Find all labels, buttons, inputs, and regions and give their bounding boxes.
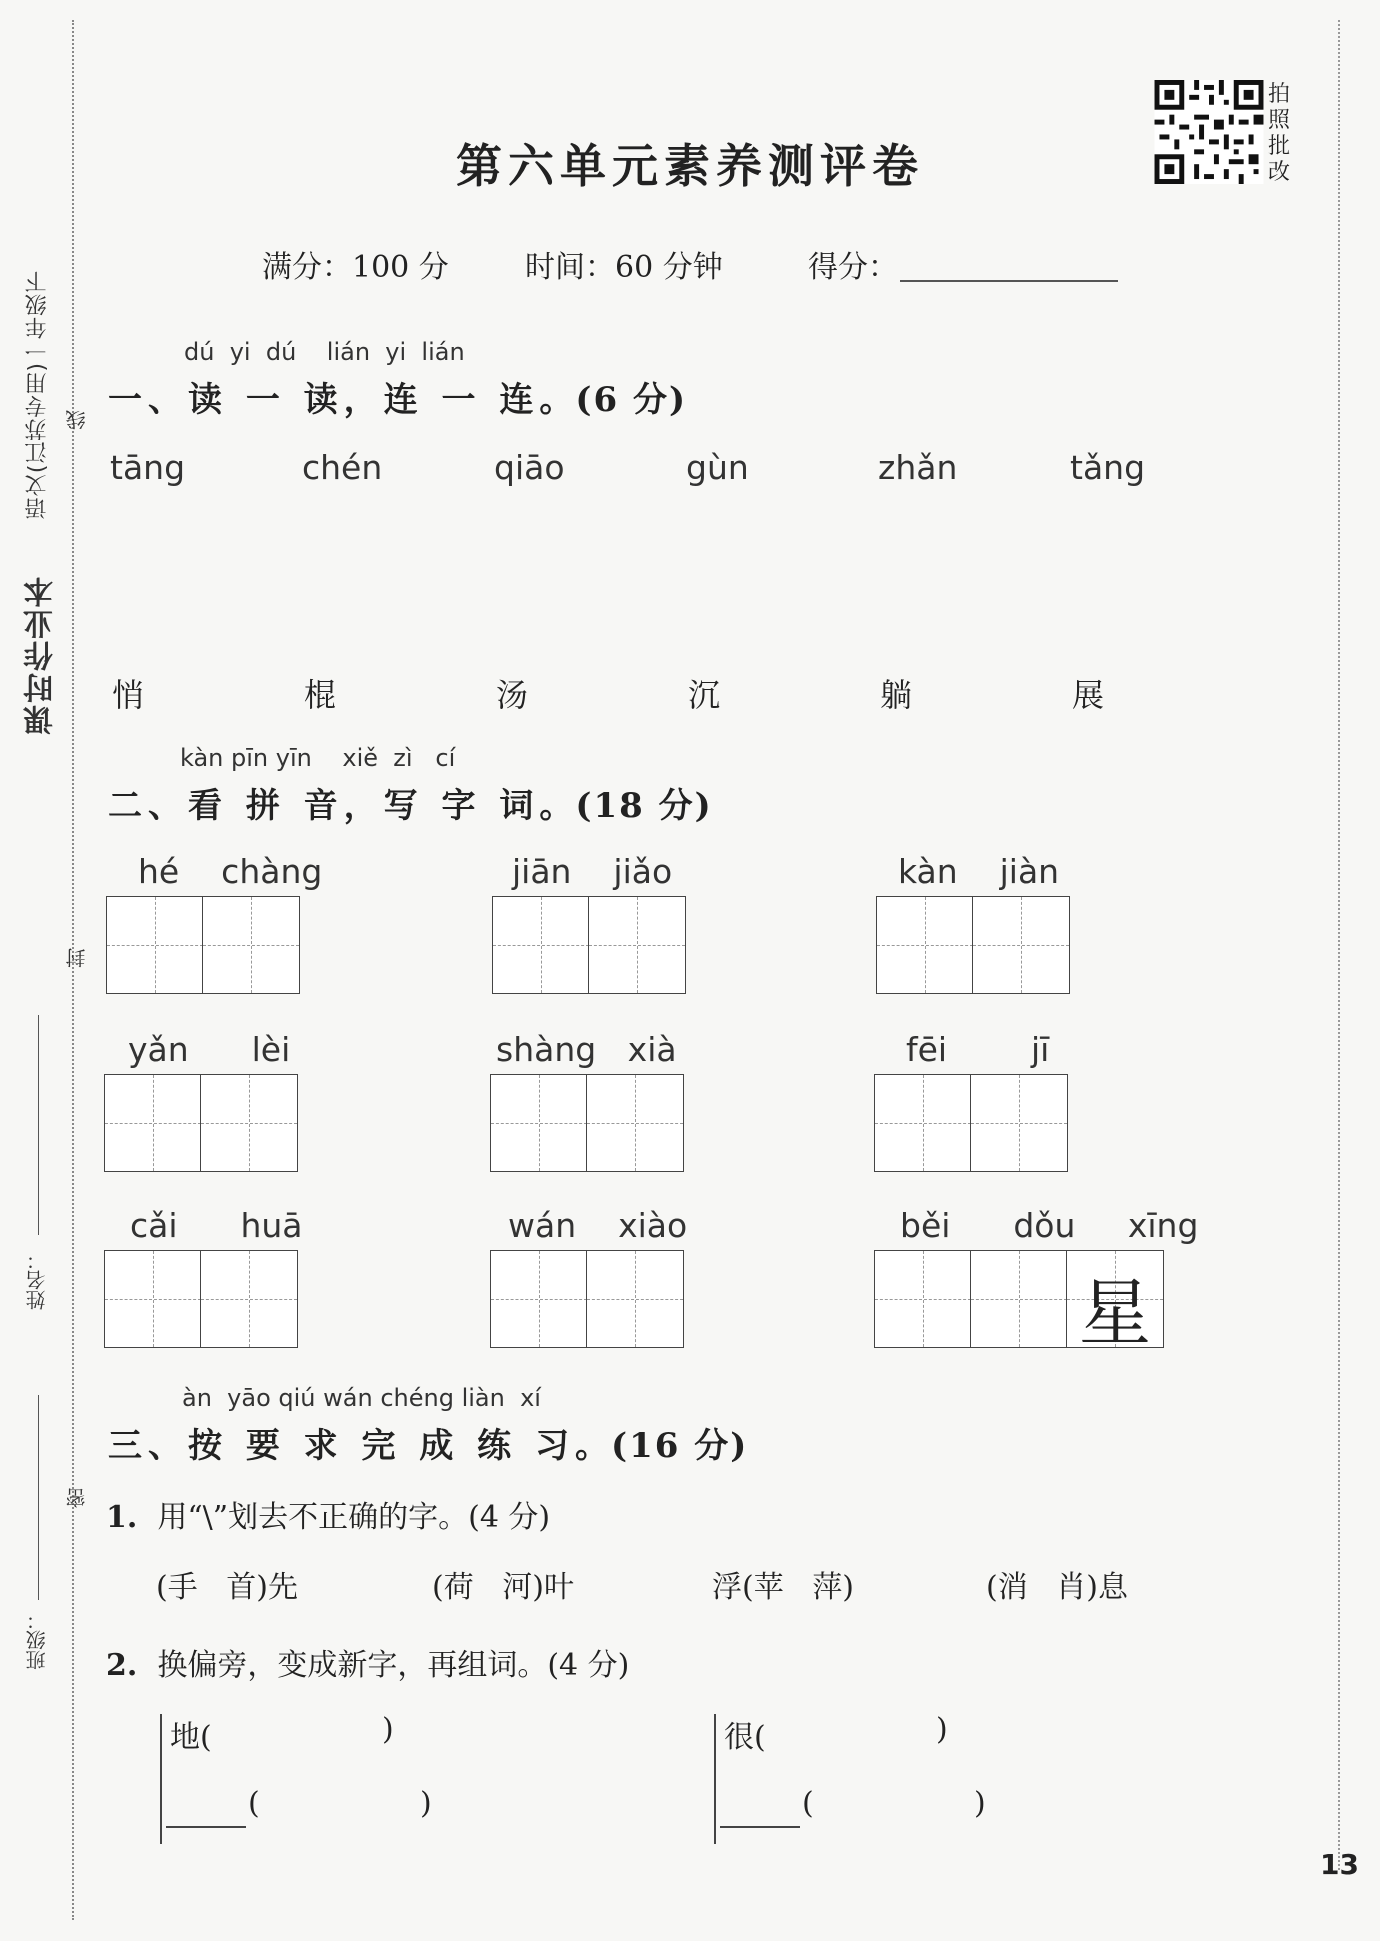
word-pinyin: yǎn lèi: [128, 1030, 291, 1069]
writing-grid[interactable]: [200, 1074, 298, 1172]
choice-item[interactable]: (荷 河)叶: [432, 1570, 575, 1605]
writing-grid[interactable]: [874, 1074, 972, 1172]
given-char: 地(: [170, 1720, 212, 1755]
word-pinyin: kàn jiàn: [898, 852, 1060, 891]
example-character: 星: [1078, 1271, 1151, 1355]
given-char: 很(: [724, 1720, 766, 1755]
name-label: 姓名：: [25, 1250, 49, 1310]
section1-heading: 一、读 一 读，连 一 连。(6 分): [108, 380, 688, 420]
pinyin-item[interactable]: tǎng: [1070, 448, 1146, 487]
char-item[interactable]: 棍: [304, 676, 337, 714]
pinyin-item[interactable]: chén: [302, 448, 383, 487]
score-field[interactable]: [900, 280, 1118, 282]
new-char-blank[interactable]: [166, 1826, 246, 1828]
writing-grid[interactable]: [970, 1250, 1068, 1348]
writing-grid[interactable]: [104, 1074, 202, 1172]
class-label: 班级：: [25, 1610, 49, 1670]
section2-pinyin: kàn pīn yīn xiě zì cí: [180, 744, 456, 772]
paren-close: ): [936, 1712, 948, 1747]
char-item[interactable]: 悄: [112, 676, 145, 714]
writing-grid[interactable]: [970, 1074, 1068, 1172]
char-item[interactable]: 展: [1072, 676, 1105, 714]
word-pinyin: běi dǒu xīng: [900, 1206, 1199, 1245]
question-1: 1. 用“\”划去不正确的字。(4 分): [106, 1500, 551, 1535]
section2-heading: 二、看 拼 音，写 字 词。(18 分): [108, 786, 713, 826]
writing-grid[interactable]: [586, 1250, 684, 1348]
qr-caption: 拍 照 批 改: [1267, 82, 1290, 185]
writing-grid[interactable]: [876, 896, 974, 994]
paren-close: ): [420, 1786, 432, 1821]
writing-grid[interactable]: [202, 896, 300, 994]
writing-grid[interactable]: [972, 896, 1070, 994]
question-2: 2. 换偏旁，变成新字，再组词。(4 分): [106, 1648, 630, 1683]
word-pinyin: wán xiào: [508, 1206, 688, 1245]
writing-grid[interactable]: [104, 1250, 202, 1348]
time-limit: 时间：60 分钟: [525, 250, 723, 285]
pinyin-item[interactable]: tāng: [110, 448, 186, 487]
writing-grid[interactable]: [874, 1250, 972, 1348]
writing-grid[interactable]: [492, 896, 590, 994]
page-title: 第六单元素养测评卷: [456, 139, 924, 193]
right-dotted-line: [1338, 20, 1340, 1870]
pinyin-item[interactable]: qiāo: [494, 448, 565, 487]
book-subtitle: 语文(江苏专用)一年级下: [25, 270, 50, 520]
page-number: 13: [1320, 1848, 1359, 1881]
class-field[interactable]: [38, 1395, 39, 1600]
section1-pinyin: dú yi dú lián yi lián: [184, 338, 465, 366]
cut-mark-seal: 封: [65, 948, 89, 968]
char-item[interactable]: 躺: [880, 676, 913, 714]
writing-grid[interactable]: [490, 1074, 588, 1172]
cut-mark-secret: 密: [65, 1488, 89, 1508]
binding-dotted-line: [72, 20, 74, 1920]
paren-open: (: [802, 1786, 814, 1821]
book-title: 课时作业本: [24, 575, 59, 735]
score-label: 得分：: [808, 250, 898, 285]
paren-close: ): [974, 1786, 986, 1821]
name-field[interactable]: [38, 1015, 39, 1235]
pinyin-item[interactable]: gùn: [686, 448, 749, 487]
writing-grid[interactable]: [586, 1074, 684, 1172]
word-pinyin: jiān jiǎo: [512, 852, 673, 891]
paren-close: ): [382, 1712, 394, 1747]
word-pinyin: fēi jī: [906, 1030, 1050, 1069]
writing-grid[interactable]: [200, 1250, 298, 1348]
paren-open: (: [248, 1786, 260, 1821]
word-pinyin: cǎi huā: [130, 1206, 303, 1245]
char-item[interactable]: 沉: [688, 676, 721, 714]
pinyin-item[interactable]: zhǎn: [878, 448, 958, 487]
section3-pinyin: àn yāo qiú wán chéng liàn xí: [182, 1384, 541, 1412]
cut-mark-line: 线: [65, 410, 89, 430]
new-char-blank[interactable]: [720, 1826, 800, 1828]
writing-grid[interactable]: [106, 896, 204, 994]
writing-grid[interactable]: [588, 896, 686, 994]
word-pinyin: hé chàng: [138, 852, 323, 891]
word-pinyin: shàng xià: [496, 1030, 677, 1069]
char-item[interactable]: 汤: [496, 676, 529, 714]
writing-grid[interactable]: [490, 1250, 588, 1348]
choice-item[interactable]: (手 首)先: [156, 1570, 299, 1605]
section3-heading: 三、按 要 求 完 成 练 习。(16 分): [108, 1426, 749, 1466]
full-score: 满分：100 分: [262, 250, 449, 285]
choice-item[interactable]: (消 肖)息: [986, 1570, 1129, 1605]
writing-grid-filled[interactable]: [1066, 1250, 1164, 1355]
choice-item[interactable]: 浮(苹 萍): [712, 1570, 855, 1605]
qr-code-icon[interactable]: [1154, 80, 1264, 184]
